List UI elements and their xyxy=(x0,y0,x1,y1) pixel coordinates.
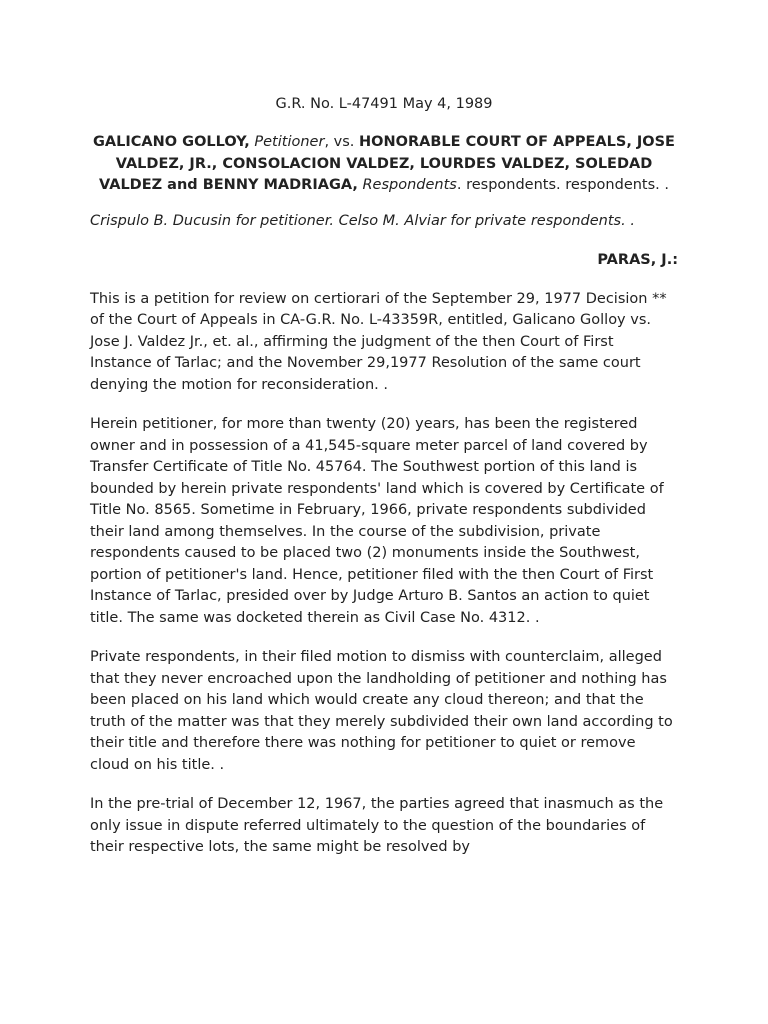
versus-text: , vs. xyxy=(324,134,355,150)
paragraph: Private respondents, in their filed motion to dismiss with counterclaim, alleged that they never encroached upon the landholding of petitioner and nothing has been placed on his land which would create any cloud thereon; and that the truth of the matter was that they merely subdivided their own land according to their title and therefore there was nothing for petitioner to quiet or remove cloud on his title. . xyxy=(90,649,673,773)
paragraph: Herein petitioner, for more than twenty (20) years, has been the registered owner and in possession of a 41,545-square meter parcel of land covered by Transfer Certificate of Title No. 45764. The Southwest portion of this land is bounded by herein private respondents' land which is covered by Certificate of Title No. 8565. Sometime in February, 1966, private respondents subdivided their land among themselves. In the course of the subdivision, private respondents caused to be placed two (2) monuments inside the Southwest, portion of petitioner's land. Hence, petitioner filed with the then Court of First Instance of Tarlac, presided over by Judge Arturo B. Santos an action to quiet title. The same was docketed therein as Civil Case No. 4312. . xyxy=(90,416,664,626)
parties-tail: . respondents. respondents. . xyxy=(456,177,669,193)
petitioner-role: Petitioner xyxy=(254,134,325,150)
document-page xyxy=(90,94,678,877)
respondent-names: HONORABLE COURT OF APPEALS, JOSE VALDEZ, JR., CONSOLACION VALDEZ, LOURDES VALDEZ, SOLEDAD VALDEZ and BENNY MADRIAGA, xyxy=(98,134,675,193)
paragraph: In the pre-trial of December 12, 1967, the parties agreed that inasmuch as the only issue in dispute referred ultimately to the question of the boundaries of their respective lots, the same might be resolved by xyxy=(90,796,664,855)
paragraph: This is a petition for review on certiorari of the September 29, 1977 Decision ** of the Court of Appeals in CA-G.R. No. L-43359R, entitled, Galicano Golloy vs. Jose J. Valdez Jr., et. al., affirming the judgment of the then Court of First Instance of Tarlac; and the November 29,1977 Resolution of the same court denying the motion for reconsideration. . xyxy=(90,290,667,393)
case-number: G.R. No. L-47491 May 4, 1989 xyxy=(275,96,493,112)
petitioner-name: GALICANO GOLLOY, xyxy=(93,134,250,150)
counsel-line: Crispulo B. Ducusin for petitioner. Celso M. Alviar for private respondents. . xyxy=(90,212,635,229)
respondent-role: Respondents xyxy=(362,177,457,193)
case-parties xyxy=(90,132,678,197)
ponente: PARAS, J.: xyxy=(597,251,678,268)
